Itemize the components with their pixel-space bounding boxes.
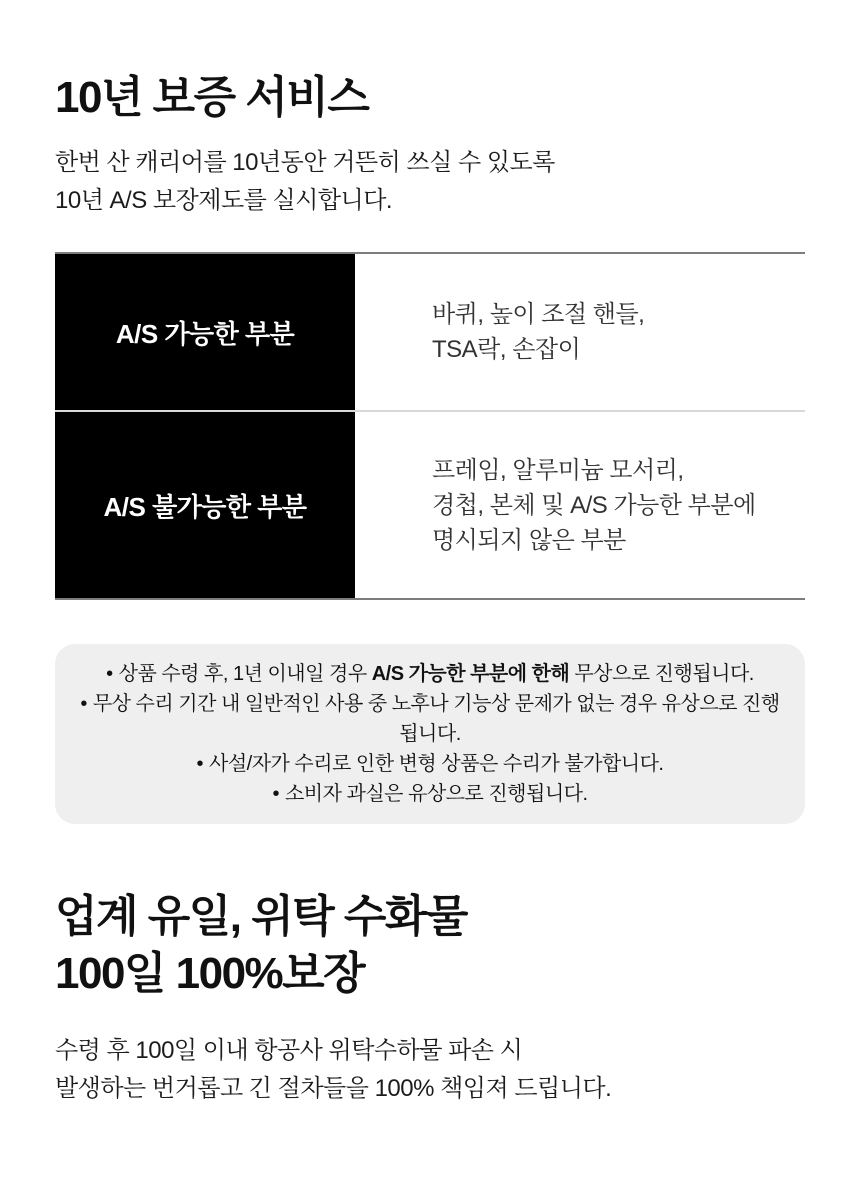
note-text-bold: A/S 가능한 부분에 한해 bbox=[371, 663, 570, 685]
table-row-as-impossible bbox=[55, 412, 805, 598]
warranty-notes-box bbox=[55, 644, 805, 824]
baggage-title-line: 업계 유일, 위탁 수화물 bbox=[55, 892, 467, 941]
baggage-title bbox=[55, 888, 805, 1002]
row-value-line: 바퀴, 높이 조절 핸들, bbox=[432, 301, 645, 328]
baggage-description-line: 발생하는 번거롭고 긴 절차들을 100% 책임져 드립니다. bbox=[55, 1075, 612, 1102]
note-text: 사설/자가 수리로 인한 변형 상품은 수리가 불가합니다. bbox=[209, 753, 664, 775]
warranty-description bbox=[55, 144, 805, 220]
row-value-cell bbox=[355, 254, 805, 410]
warranty-description-line: 한번 산 캐리어를 10년동안 거뜬히 쓰실 수 있도록 bbox=[55, 149, 555, 176]
baggage-description-line: 수령 후 100일 이내 항공사 위탁수하물 파손 시 bbox=[55, 1037, 523, 1064]
warranty-section bbox=[55, 0, 805, 824]
baggage-title-line: 100일 100%보장 bbox=[55, 949, 365, 998]
note-line bbox=[75, 689, 785, 749]
row-label-cell: A/S 가능한 부분 bbox=[55, 254, 355, 410]
note-text: 무상으로 진행됩니다. bbox=[569, 663, 754, 685]
baggage-description bbox=[55, 1032, 805, 1108]
row-label-cell: A/S 불가능한 부분 bbox=[55, 412, 355, 598]
bullet-icon: • bbox=[106, 663, 113, 685]
row-value-line: 프레임, 알루미늄 모서리, bbox=[432, 456, 684, 484]
baggage-guarantee-section bbox=[55, 888, 805, 1108]
warranty-title: 10년 보증 서비스 bbox=[55, 73, 369, 122]
bullet-icon: • bbox=[272, 783, 279, 805]
table-row-as-possible bbox=[55, 254, 805, 410]
as-coverage-table bbox=[55, 252, 805, 600]
note-line bbox=[75, 659, 785, 689]
row-value-line: TSA락, 손잡이 bbox=[432, 336, 581, 363]
note-text: 소비자 과실은 유상으로 진행됩니다. bbox=[284, 783, 588, 805]
bullet-icon: • bbox=[80, 693, 87, 715]
note-line bbox=[75, 749, 785, 779]
note-text: 무상 수리 기간 내 일반적인 사용 중 노후나 기능상 문제가 없는 경우 유상으로 진행됩니다. bbox=[92, 693, 780, 745]
note-line bbox=[75, 779, 785, 809]
bullet-icon: • bbox=[196, 753, 203, 775]
note-text: 상품 수령 후, 1년 이내일 경우 bbox=[118, 663, 372, 685]
warranty-description-line: 10년 A/S 보장제도를 실시합니다. bbox=[55, 187, 393, 214]
row-value-cell bbox=[355, 412, 805, 598]
row-value-line: 명시되지 않은 부분 bbox=[432, 526, 626, 554]
row-value-line: 경첩, 본체 및 A/S 가능한 부분에 bbox=[432, 491, 756, 519]
